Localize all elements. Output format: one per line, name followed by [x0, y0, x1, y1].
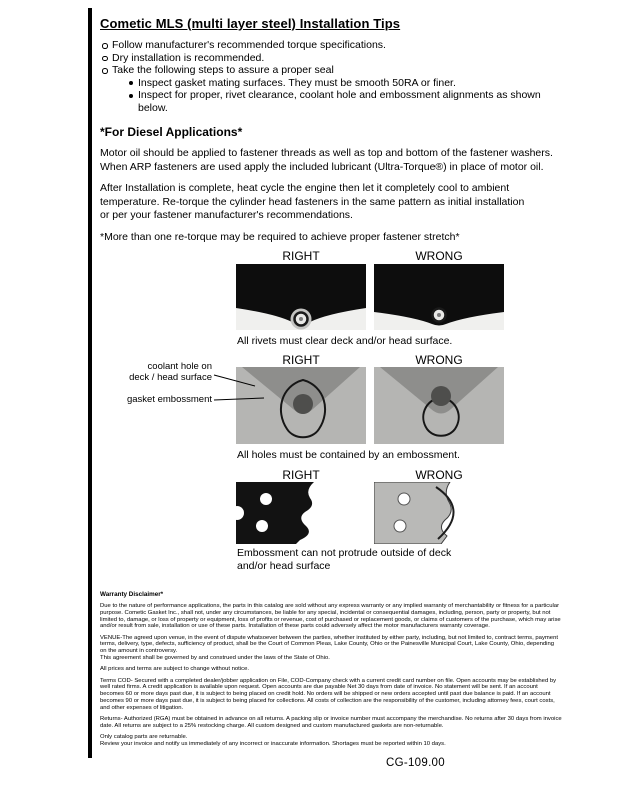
figure2-panels	[236, 367, 504, 444]
disclaimer-paragraph: Due to the nature of performance applications, the parts in this catalog are sold without any express warranty or any implied warranty of merchantability or fitness for a particular purpose. Cometic Gasket Inc., shall not, under any circumstances, be liable for any special, incidental or consequential damages, including, person, party or property, but not limited to, damage, or loss of property or equipment, loss of profits or revenue, cost of purchased or replacement goods, or claims of customers of the purchase, which may arise and/or result from sale, installation or use of these parts. Installation of these parts could adversely affect the motor manufacturers warranty coverage.	[100, 603, 561, 630]
diesel-paragraph-1: Motor oil should be applied to fastener threads as well as top and bottom of the fastener washers. When ARP fasteners are used apply the included lubricant (Ultra-Torque®) in place of motor oil.	[100, 147, 553, 173]
coolant-hole-right-diagram	[236, 367, 366, 444]
tip-text: Take the following steps to assure a proper seal	[112, 64, 334, 76]
embossment-right-diagram	[236, 482, 366, 544]
disclaimer-paragraph: Only catalog parts are returnable. Review your invoice and notify us immediately of any incorrect or inaccurate information. Shortages must be reported within 10 days.	[100, 734, 446, 748]
disclaimer-paragraph: All prices and terms are subject to change without notice.	[100, 666, 249, 673]
tip-item	[100, 39, 564, 52]
right-label: RIGHT	[282, 249, 320, 263]
right-label: RIGHT	[282, 468, 320, 482]
figures-section	[100, 249, 564, 579]
right-label: RIGHT	[282, 353, 320, 367]
diesel-paragraph-2: After Installation is complete, heat cycle the engine then let it completely cool to ambient temperature. Re-torque the cylinder head fasteners in the same pattern as initial installation or per your fastener manufacturer's recommendations.	[100, 182, 525, 221]
coolant-hole-annotation: coolant hole on deck / head surface	[129, 361, 212, 383]
proper-seal-steps-list	[112, 77, 564, 115]
page-title: Cometic MLS (multi layer steel) Installation Tips	[100, 16, 401, 31]
figure2-labels	[236, 353, 504, 367]
tip-item	[100, 64, 564, 114]
rivet-clearance-right-diagram	[236, 264, 366, 330]
embossment-wrong-diagram	[374, 482, 504, 544]
figure3-caption: Embossment can not protrude outside of deck and/or head surface	[237, 547, 452, 572]
disclaimer-heading: Warranty Disclaimer*	[100, 591, 164, 598]
figure1-labels	[236, 249, 504, 263]
disclaimer-paragraph: Terms COD- Secured with a completed dealer/jobber application on File, COD-Company check with a current credit card number on file. Open accounts may be established by well rated firms. A credit application is available upon request. Open accounts are due payable Net 30 days from date of invoice. No statement will be sent. If an account becomes 60 or more days past due, it is subject to being placed on credit hold. No orders will be shipped or new orders accepted until past due balance is paid. If an account becomes 90 or more days past due, it is subject to being placed for collections. All costs of collection are the responsibility of the customer, including attorney fees, court costs, and other expenses of litigation.	[100, 677, 557, 711]
step-item	[127, 77, 564, 90]
gasket-embossment-annotation: gasket embossment	[126, 394, 212, 405]
wrong-label: WRONG	[415, 249, 463, 263]
catalog-number: CG-109.00	[386, 757, 445, 769]
tip-text: Follow manufacturer's recommended torque specifications.	[112, 39, 386, 51]
figure2-caption: All holes must be contained by an embossment.	[237, 449, 460, 461]
content-area	[100, 16, 564, 752]
figure1-panels	[236, 264, 504, 330]
diesel-applications-heading: *For Diesel Applications*	[100, 125, 243, 139]
installation-tips-list	[100, 39, 564, 114]
figure3-panels	[236, 482, 504, 544]
figure1-caption: All rivets must clear deck and/or head surface.	[237, 335, 453, 347]
disclaimer-paragraph: Returns- Authorized (RGA) must be obtained in advance on all returns. A packing slip or invoice number must accompany the merchandise. No returns after 30 days from invoice date. All returns are subject to a 25% restocking charge. All custom designed and custom manufactured gaskets are non-returnable.	[100, 716, 562, 729]
disclaimer-paragraph: VENUE-The agreed upon venue, in the event of dispute whatsoever between the parties, whether instituted by either party, including, but not limited to, contract terms, payment terms, delivery, type, defects, sufficiency of product, shall be the Court of Common Pleas, Lake County, Ohio or the Painesville Municipal Court, Lake County, Ohio, depending on the amount in controversy. This agreement shall be governed by and construed under the laws of the State of Ohio.	[100, 634, 558, 662]
tip-item	[100, 52, 564, 65]
rivet-clearance-wrong-diagram	[374, 264, 504, 330]
step-item	[127, 89, 564, 114]
step-text: Inspect gasket mating surfaces. They must be smooth 50RA or finer.	[138, 76, 456, 89]
tip-text: Dry installation is recommended.	[112, 51, 265, 64]
coolant-hole-wrong-diagram	[374, 367, 504, 444]
warranty-disclaimer-section	[100, 591, 562, 748]
left-border-rule	[88, 8, 92, 758]
figure3-labels	[236, 468, 504, 482]
wrong-label: WRONG	[415, 468, 463, 482]
retorque-note: *More than one re-torque may be required to achieve proper fastener stretch*	[100, 230, 460, 243]
wrong-label: WRONG	[415, 353, 463, 367]
step-text: Inspect for proper, rivet clearance, coolant hole and embossment alignments as shown below.	[138, 89, 541, 114]
